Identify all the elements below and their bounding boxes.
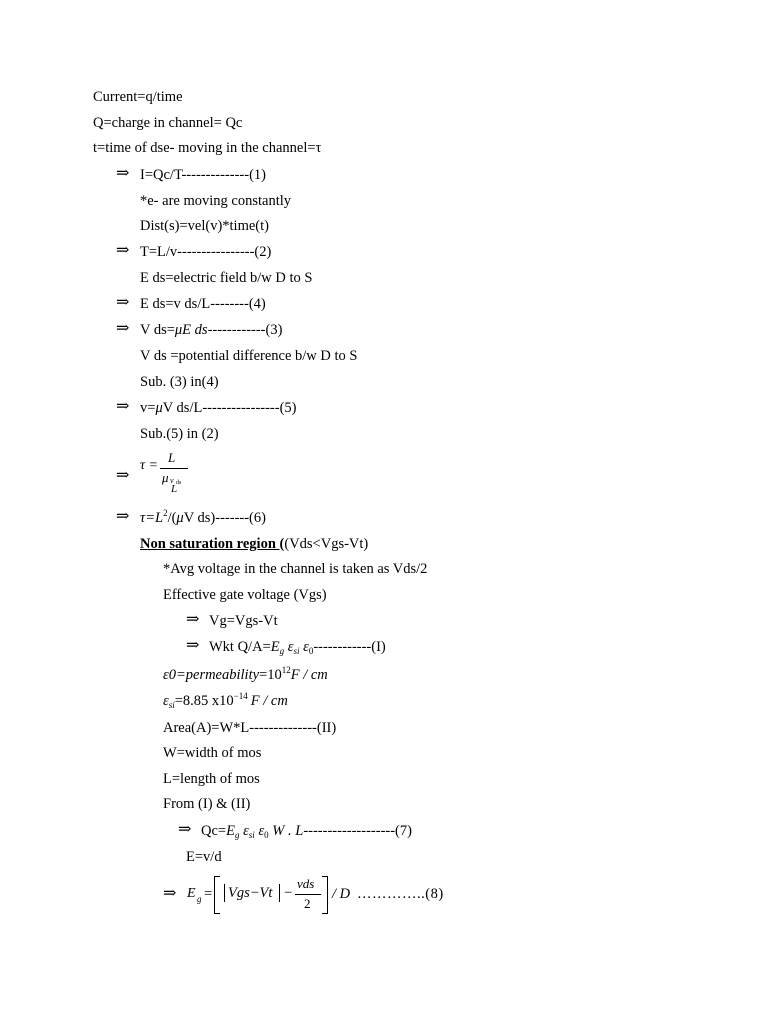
implies-arrow-icon: ⇒ — [186, 637, 200, 654]
line-sub-5-in-2: Sub.(5) in (2) — [140, 426, 219, 442]
line-length: L=length of mos — [163, 771, 260, 787]
implies-arrow-icon: ⇒ — [116, 508, 130, 525]
line-electric-field: E ds=electric field b/w D to S — [140, 270, 313, 286]
line-epsilon-si: $\varepsilon_{si}=8.85$ $x10^{-14}$ F / cm — [163, 691, 288, 710]
line-width: W=width of mos — [163, 745, 262, 761]
equation-2: T=L/v----------------(2) — [140, 244, 272, 260]
line-avg-voltage: *Avg voltage in the channel is taken as Vds/2 — [163, 561, 428, 577]
equation-6: $\tau=L^2/(\mu V$ ds)-------(6) — [140, 508, 266, 526]
equation-I: Wkt $Q/A=E_g$ $\varepsilon_{si}$ $\varepsilon_0------------(I)$ — [209, 639, 386, 656]
line-vg: Vg=Vgs-Vt — [209, 613, 278, 629]
line-epsilon-0: $\varepsilon 0=permeability=10^{12}F$ / cm — [163, 665, 328, 683]
line-e-v-d: E=v/d — [186, 849, 222, 865]
implies-arrow-icon: ⇒ — [163, 885, 177, 902]
line-sub-3-in-4: Sub. (3) in(4) — [140, 374, 219, 390]
line-effective-gate-voltage: Effective gate voltage (Vgs) — [163, 587, 327, 603]
equation-8: E g = Vgs−Vt − vds 2 / D …………..(8) — [187, 872, 447, 916]
line-current: Current=q/time — [93, 89, 183, 105]
equation-II: Area(A)=W*L--------------(II) — [163, 720, 337, 736]
line-from-I-II: From (I) & (II) — [163, 796, 251, 812]
implies-arrow-icon: ⇒ — [178, 821, 192, 838]
implies-arrow-icon: ⇒ — [116, 165, 130, 182]
line-electrons: *e- are moving constantly — [140, 193, 291, 209]
tau-fraction: τ = L μ v ds L — [140, 450, 200, 500]
implies-arrow-icon: ⇒ — [116, 294, 130, 311]
line-distance: Dist(s)=vel(v)*time(t) — [140, 218, 269, 234]
equation-5: v=μV ds/L----------------(5) — [140, 400, 297, 416]
implies-arrow-icon: ⇒ — [116, 320, 130, 337]
equation-7: $Qc=E_g$ $\varepsilon_{si}$ $\varepsilon_0$ W . L-------------------(7) — [201, 823, 412, 840]
implies-arrow-icon: ⇒ — [186, 611, 200, 628]
equation-1: I=Qc/T--------------(1) — [140, 167, 266, 183]
line-time: t=time of dse- moving in the channel=τ — [93, 140, 322, 156]
implies-arrow-icon: ⇒ — [116, 398, 130, 415]
line-charge: Q=charge in channel= Qc — [93, 115, 243, 131]
implies-arrow-icon: ⇒ — [116, 467, 130, 484]
equation-3: V ds=μE ds------------(3) — [140, 322, 283, 338]
equation-4: E ds=v ds/L--------(4) — [140, 296, 266, 312]
implies-arrow-icon: ⇒ — [116, 242, 130, 259]
line-potential-difference: V ds =potential difference b/w D to S — [140, 348, 358, 364]
section-heading-non-saturation: Non saturation region ((Vds<Vgs-Vt) — [140, 536, 369, 552]
